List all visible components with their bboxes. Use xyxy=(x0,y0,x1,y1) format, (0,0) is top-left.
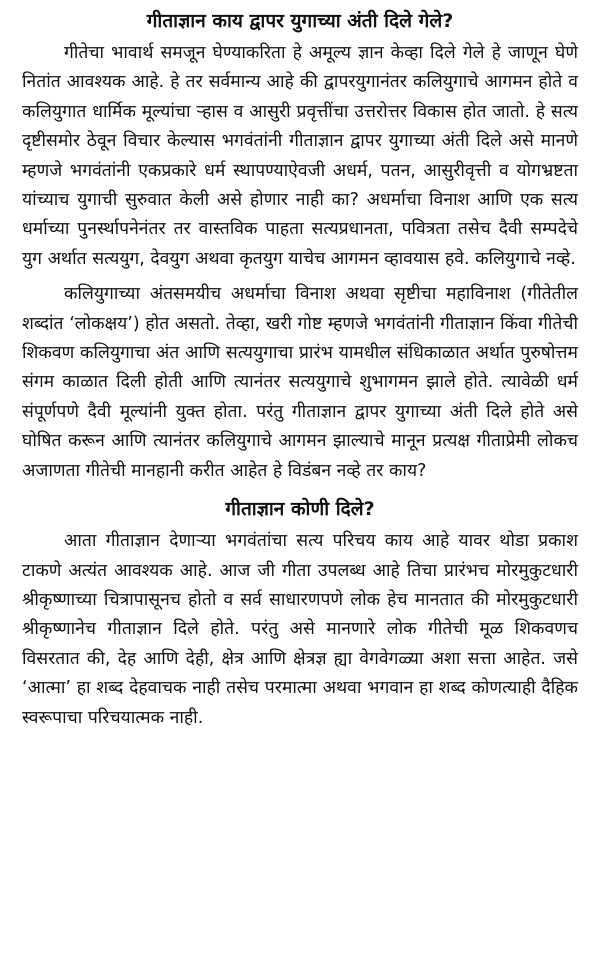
paragraph-who-gave-gita: आता गीताज्ञान देणाऱ्या भगवंतांचा सत्य परिचय काय आहे यावर थोडा प्रकाश टाकणे अत्यंत आवश्यक आहे. आज जी गीता उपलब्ध आहे तिचा प्रारंभच मोरमुकुटधारी श्रीकृष्णाच्या चित्रापासूनच होतो व सर्व साधारणपणे लोक हेच मानतात की मोरमुकुटधारी श्रीकृष्णानेच गीताज्ञान दिले होते. परंतु असे मानणारे लोक गीतेची मूळ शिकवणच विसरतात की, देह आणि देही, क्षेत्र आणि क्षेत्रज्ञ ह्या वेगवेगळ्या अशा सत्ता आहेत. जसे ‘आत्मा’ हा शब्द देहवाचक नाही तसेच परमात्मा अथवा भगवान हा शब्द कोणत्याही दैहिक स्वरूपाचा परिचयात्मक नाही. xyxy=(22,531,578,728)
section-heading-who: गीताज्ञान कोणी दिले? xyxy=(225,498,375,521)
section-heading-when: गीताज्ञान काय द्वापर युगाच्या अंती दिले गेले? xyxy=(146,10,454,32)
paragraph-gita-timing: गीतेचा भावार्थ समजून घेण्याकरिता हे अमूल्य ज्ञान केव्हा दिले गेले हे जाणून घेणे नितांत आवश्यक आहे. हे तर सर्वमान्य आहे की द्वापरयुगानंतर कलियुगाचे आगमन होते व कलियुगात धार्मिक मूल्यांचा ऱ्हास व आसुरी प्रवृत्तींचा उत्तरोत्तर विकास होत जातो. हे सत्य दृष्टीसमोर ठेवून विचार केल्यास भगवंतांनी गीताज्ञान द्वापर युगाच्या अंती दिले असे मानणे म्हणजे भगवंतांनी एकप्रकारे धर्म स्थापण्याऐवजी अधर्म, पतन, आसुरीवृत्ती व योगभ्रष्टता यांच्याच युगाची सुरुवात केली असे होणार नाही का? अधर्माचा विनाश आणि एक सत्य धर्माच्या पुनर्स्थापनेनंतर तर वास्तविक पाहता सत्यप्रधानता, पवित्रता तसेच दैवी सम्पदेचे युग अर्थात सत्ययुग, देवयुग अथवा कृतयुग याचेच आगमन व्हावयास हवे. कलियुगाचे नव्हे. xyxy=(22,43,578,269)
paragraph-kaliyuga-end: कलियुगाच्या अंतसमयीच अधर्माचा विनाश अथवा सृष्टीचा महाविनाश (गीतेतील शब्दांत ‘लोकक्षय’) होत असतो. तेव्हा, खरी गोष्ट म्हणजे भगवंतांनी गीताज्ञान किंवा गीतेची शिकवण कलियुगाचा अंत आणि सत्ययुगाचा प्रारंभ यामधील संधिकाळात अर्थात पुरुषोत्तम संगम काळात दिली होती आणि त्यानंतर सत्ययुगाचे शुभागमन झाले होते. त्यावेळी धर्म संपूर्णपणे दैवी मूल्यांनी युक्त होता. परंतु गीताज्ञान द्वापर युगाच्या अंती दिले होते असे घोषित करून आणि त्यानंतर कलियुगाचे आगमन झाल्याचे मानून प्रत्यक्ष गीताप्रेमी लोकच अजाणता गीतेची मानहानी करीत आहेत हे विडंबन नव्हे तर काय? xyxy=(22,284,578,481)
